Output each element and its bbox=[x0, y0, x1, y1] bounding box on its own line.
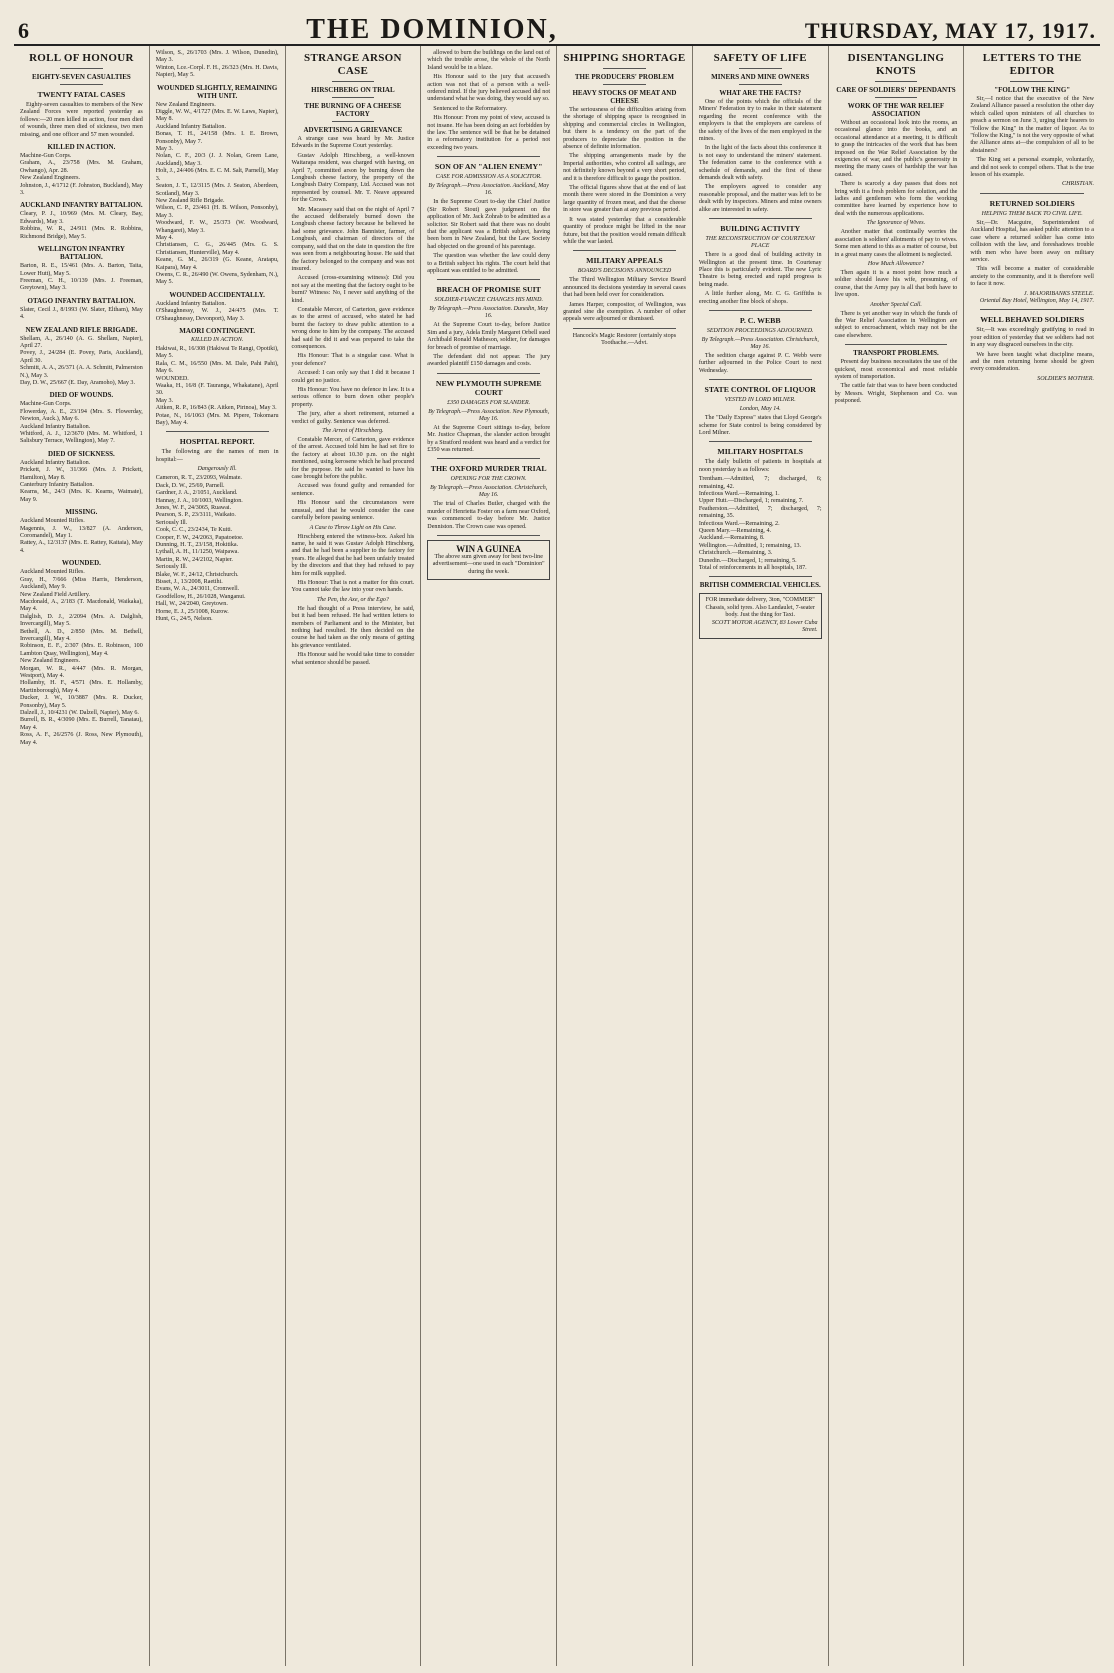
casualty-entry: Seaton, J. T., 12/3115 (Mrs. J. Seaton, Aberdeen, Scotland), May 3. bbox=[155, 183, 279, 197]
casualty-entry: Auckland Infantry Battalion. bbox=[20, 459, 91, 466]
article-paragraph: Hirschberg entered the witness-box. Asked his name, he said it was Gustav Adolph Hirschberg, and that he had been a supplier to the factory for years. He alleged that he had been unfairly treated by the directors and that they had refused to pay him for milk supplied. bbox=[291, 533, 415, 577]
section-subheading: The Arrest of Hirschberg. bbox=[322, 428, 384, 435]
hospital-entry: Bisset, J., 13/2008, Raetihi. bbox=[155, 578, 223, 585]
column-rule bbox=[60, 68, 103, 69]
casualty-entry: Auckland Infantry Battalion. bbox=[155, 123, 226, 130]
letter-paragraph: The King set a personal example, voluntarily, and did not seek to compel others. That is the true lesson of his example. bbox=[970, 157, 1094, 179]
unit-heading: OTAGO INFANTRY BATTALION. bbox=[27, 296, 136, 305]
casualty-entry: May 3. bbox=[155, 146, 174, 153]
commercial-vehicles-heading: BRITISH COMMERCIAL VEHICLES. bbox=[699, 581, 821, 590]
casualty-entry: Canterbury Infantry Battalion. bbox=[20, 482, 94, 489]
letter-title: "FOLLOW THE KING" bbox=[994, 86, 1071, 94]
hospital-entry: Hall, W., 24/2040, Greytown. bbox=[155, 601, 228, 608]
article-paragraph: It was stated yesterday that a considerable quantity of produce might be lifted in the near future, but that the position would remain difficult while the war lasted. bbox=[563, 216, 686, 245]
died-of-wounds-heading: DIED OF WOUNDS. bbox=[49, 391, 114, 400]
masthead bbox=[14, 12, 1100, 46]
building-activity-heading: BUILDING ACTIVITY bbox=[720, 224, 801, 234]
hospital-entry: Hannay, J. A., 10/1003, Wellington. bbox=[155, 497, 243, 504]
letter-signature: SOLDIER'S MOTHER. bbox=[1037, 375, 1094, 382]
column-rule bbox=[60, 84, 103, 85]
article-paragraph: His Honour: From my point of view, accused is not insane. He has been doing an act forbidden by the law. The sentence will be that he be detained in a reformatory institution for a period not exceeding two years. bbox=[427, 115, 551, 151]
article-paragraph: At the Supreme Court sittings to-day, before Mr. Justice Chapman, the slander action brought by a Stratford resident was heard and a verdict for £350 was returned. bbox=[427, 424, 551, 453]
section-subheading: A Case to Throw Light on His Case. bbox=[309, 524, 397, 531]
advert-text: FOR immediate delivery, 3ton, "COMMER" Chassis, solid tyres. Also Landaulet, 7-seater body. Just the thing for Taxi. bbox=[705, 597, 815, 619]
hospital-entry: Jones, W. F., 24/3065, Ruawai. bbox=[155, 504, 232, 511]
casualty-entry: Morgan, W. R., 4/447 (Mrs. R. Morgan, Westport), May 4. bbox=[20, 665, 143, 679]
article-paragraph: His Honour said he would take time to consider what sentence should be passed. bbox=[291, 652, 415, 666]
safety-subheading: MINERS AND MINE OWNERS bbox=[711, 73, 810, 81]
column-rule bbox=[437, 458, 540, 459]
section-subheading: The Ignorance of Wives. bbox=[866, 220, 926, 227]
article-paragraph: One of the points which the officials of the Miners' Federation try to make in their statement regarding the recent conference with the employers is that the employers are careless of the safety of the lives of the men employed in the mines. bbox=[698, 99, 822, 143]
column-roll-of-honour bbox=[14, 46, 150, 1666]
unit-heading: KILLED IN ACTION. bbox=[47, 143, 116, 152]
article-paragraph: Accused: I can only say that I did it because I could get no justice. bbox=[291, 370, 415, 384]
article-paragraph: In the Supreme Court to-day the Chief Justice (Sir Robert Stout) gave judgment on the application of Mr. Jack Zohrab to be admitted as a solicitor. Sir Robert said that there was no doubt that the applicant was a British subject, having been born in New Zealand, but the Law Society had objected on the ground of his parentage. bbox=[427, 199, 551, 250]
casualty-entry: O'Shaughnessy, W. J., 24/475 (Mrs. T. O'Shaughnessy, Devonport), May 3. bbox=[155, 308, 279, 322]
fatal-cases-heading: TWENTY FATAL CASES bbox=[37, 90, 126, 99]
casualty-entry: WOUNDED. bbox=[155, 375, 189, 382]
byline: By Telegraph.—Press Association. New Plymouth, May 16. bbox=[428, 408, 550, 422]
column-rule bbox=[709, 218, 812, 219]
page-number: 6 bbox=[18, 18, 29, 43]
article-paragraph: At the Supreme Court to-day, before Justice Sim and a jury, Adela Emily Margaret Orbell sued Archibald Ronald Matheson, soldier, for damages for breach of promise of marriage. bbox=[427, 322, 551, 351]
column-rule bbox=[980, 193, 1084, 194]
breach-subheading: SOLDIER-FIANCEE CHANGES HIS MIND. bbox=[434, 297, 543, 304]
casualty-entry: Christiansen, C. G., 26/445 (Mrs. G. S. Christiansen, Hunterville), May 4. bbox=[155, 242, 279, 256]
article-paragraph: Constable Mercer, of Carterton, gave evidence as to the arrest of accused, who stated he had burnt the factory to draw public attention to a wrong done to him by the company. The accused had said he did it and was prepared to take the consequences. bbox=[291, 306, 415, 350]
article-paragraph: His Honour said to the jury that accused's action was not that of a person with a well-ordered mind. If the jury believed accused did not understand what he was doing, they would say so. bbox=[427, 74, 551, 103]
column-rule bbox=[332, 81, 375, 82]
letter-paragraph: Sir,—It was exceedingly gratifying to read in your edition of yesterday that we soldiers had not in any way disgraced ourselves in the city. bbox=[970, 327, 1094, 349]
disentangling-knots-heading: DISENTANGLING KNOTS bbox=[847, 52, 945, 77]
hospital-report-heading: HOSPITAL REPORT. bbox=[179, 437, 255, 447]
knots-subheading: WORK OF THE WAR RELIEF ASSOCIATION bbox=[847, 102, 945, 118]
casualty-entry: May 3. bbox=[155, 397, 174, 404]
casualty-entry: New Zealand Rifle Brigade. bbox=[155, 197, 225, 204]
hospital-entry: Seriously Ill. bbox=[155, 519, 188, 526]
article-paragraph: There is yet another way in which the funds of the War Relief Association in Wellington are subject to encroachment, which may not be the case elsewhere. bbox=[834, 310, 958, 339]
byline: By Telegraph.—Press Association. Dunedin, May 16. bbox=[429, 306, 548, 320]
hospital-entry: Martin, R. W., 24/2102, Napier. bbox=[155, 556, 233, 563]
section-subheading: Another Special Call. bbox=[870, 301, 922, 308]
letter-address: Oriental Bay Hotel, Wellington, May 14, 1917. bbox=[979, 297, 1094, 304]
unit-heading: AUCKLAND INFANTRY BATTALION. bbox=[20, 201, 143, 210]
casualties-intro: Eighty-seven casualties to members of the New Zealand Forces were reported yesterday as follows:—20 men killed in action, four men died of wounds, three men died of sickness, two men missing, and one officer and 57 men wounded. bbox=[20, 102, 143, 138]
casualty-entry: Winton, Lce.-Corpl. F. H., 26/323 (Mrs. H. Davis, Napier), May 5. bbox=[155, 64, 279, 79]
casualty-entry: Machine-Gun Corps. bbox=[20, 153, 72, 160]
casualty-entry: Robbins, W. R., 24/911 (Mrs. R. Robbins, Richmond Bridge), May 5. bbox=[20, 226, 143, 240]
hospital-entry: Pearson, S. P., 23/3111, Waikato. bbox=[155, 512, 236, 519]
advert-signature: SCOTT MOTOR AGENCY, 83 Lower Cuba Street. bbox=[711, 619, 818, 634]
plymouth-subheading: £350 DAMAGES FOR SLANDER. bbox=[447, 399, 531, 406]
hospital-entry: Cooper, F. W., 24/2063, Papatoetoe. bbox=[155, 534, 244, 541]
letter-paragraph: Sir,—Dr. Macguire, Superintendent of Auckland Hospital, has asked public attention to a case where a returned soldier has come into collision with the law, and foreshadows trouble with men who have been away on military service. bbox=[970, 219, 1094, 263]
hospital-entry: Seriously Ill. bbox=[155, 564, 188, 571]
column-rule bbox=[603, 84, 646, 85]
hospital-entry: Dunedin.—Discharged, 1; remaining, 5. bbox=[698, 557, 797, 564]
unit-heading: NEW ZEALAND RIFLE BRIGADE. bbox=[25, 325, 138, 334]
article-paragraph: Mr. Macassey said that on the night of April 7 the accused deliberately burned down the Longbush cheese factory because he believed he had some grievance. John Bannister, farmer, of Longbush, and chairman of directors of the company, said that on the date in question the fire was seen from a neighbouring house. He said that the factory belonged to the company and was not insured. bbox=[291, 206, 415, 272]
casualty-entry: Ducker, J. W., 10/3887 (Mrs. R. Ducker, Ponsonby), May 5. bbox=[20, 695, 143, 709]
casualty-entry: Dalglish, D. J., 2/2094 (Mrs. A. Dalglish, Invercargill), May 5. bbox=[20, 613, 143, 628]
hospital-entry: Cook, C. C., 23/2434, Te Kuiti. bbox=[155, 527, 233, 534]
byline: By Telegraph.—Press Association. Auckland, May 16. bbox=[428, 183, 549, 197]
letter-paragraph: We have been taught what discipline means, and the men returning home should be given every consideration. bbox=[970, 351, 1094, 373]
hospital-entry: Wellington.—Admitted, 1; remaining, 13. bbox=[698, 542, 802, 549]
alien-subheading: CASE FOR ADMISSION AS A SOLICITOR. bbox=[435, 174, 542, 181]
article-paragraph: Then again it is a moot point how much a soldier should leave his wife, presuming, of course, that the Army pay is all that both have to live upon. bbox=[834, 269, 958, 299]
byline: By Telegraph.—Press Association. Christchurch, May 16. bbox=[430, 485, 548, 499]
hospital-entry: Trentham.—Admitted, 7; discharged, 6; remaining, 42. bbox=[698, 476, 822, 490]
advert-heading: WIN A GUINEA bbox=[456, 544, 522, 555]
column-rule bbox=[437, 156, 540, 157]
column-rule bbox=[709, 441, 812, 442]
safety-subheading: WHAT ARE THE FACTS? bbox=[719, 89, 802, 97]
missing-heading: MISSING. bbox=[65, 508, 98, 517]
article-paragraph: Present day business necessitates the use of the quickest, most economical and most reliable system of transportation. bbox=[834, 359, 958, 380]
hospital-report-intro: The following are the names of men in hospital:— bbox=[155, 449, 279, 463]
column-rule bbox=[573, 250, 676, 251]
column-rule bbox=[603, 68, 646, 69]
well-behaved-soldiers-heading: WELL BEHAVED SOLDIERS bbox=[980, 315, 1085, 325]
column-rule bbox=[332, 97, 375, 98]
casualty-entry: New Zealand Engineers. bbox=[20, 658, 81, 665]
byline: London, May 14. bbox=[739, 406, 781, 413]
article-paragraph: The seriousness of the difficulties arising from the shortage of shipping space is recognised in shipping and commercial circles in Wellington, but there is a tendency on the part of the producers to depreciate the position in the absence of definite information. bbox=[563, 107, 686, 151]
letter-paragraph: This will become a matter of considerable anxiety to the community, and it is therefore well to face it now. bbox=[970, 266, 1094, 288]
hospital-entry: Auckland.—Remaining, 8. bbox=[698, 535, 765, 542]
article-paragraph: There is scarcely a day passes that does not bring with it a fresh problem for solution, and the ladies and gentlemen who form the working committee have learned by experience how to deal with the numerous applications. bbox=[834, 181, 958, 217]
column-rule bbox=[166, 431, 269, 432]
transport-problems-heading: TRANSPORT PROBLEMS. bbox=[853, 349, 939, 358]
casualty-entry: Machine-Gun Corps. bbox=[20, 401, 72, 408]
column-rule bbox=[739, 68, 782, 69]
military-appeals-heading: MILITARY APPEALS bbox=[586, 256, 663, 266]
casualty-entry: Wilson, C. P., 23/461 (H. B. Wilson, Ponsonby), May 3. bbox=[155, 205, 279, 219]
killed-in-action-subheading: KILLED IN ACTION. bbox=[190, 337, 244, 343]
column-rule bbox=[709, 379, 812, 380]
casualty-entry: Flowerday, A. E., 23/194 (Mrs. S. Flowerday, Newton, Auck.), May 6. bbox=[20, 408, 143, 423]
hospital-entry: Queen Mary.—Remaining, 4. bbox=[698, 528, 772, 535]
hospital-entry: Infectious Ward.—Remaining, 1. bbox=[698, 491, 780, 497]
casualty-entry: Rala, C. M., 16/550 (Mrs. M. Dale, Pahi Pahi), May 6. bbox=[155, 360, 279, 375]
column-rule bbox=[437, 373, 540, 374]
commer-chassis-advert bbox=[699, 593, 822, 638]
article-paragraph: The cattle fair that was to have been conducted by Messrs. Wright, Stephenson and Co. was postponed. bbox=[834, 383, 958, 405]
article-paragraph: A strange case was heard by Mr. Justice Edwards in the Supreme Court yesterday. bbox=[291, 136, 415, 150]
wounded-heading: WOUNDED. bbox=[61, 559, 101, 568]
letter-signature: J. MAJORIBANKS STEELE. bbox=[1023, 290, 1094, 297]
article-paragraph: He had thought of a Press interview, he said, but it had been refused. He had written letters to members of Parliament and to the Minister, but nothing had resulted. He then decided on the course he had taken as the only means of getting his grievance ventilated. bbox=[291, 605, 415, 649]
column-rule bbox=[709, 576, 812, 577]
casualty-entry: Shellam, A., 26/140 (A. G. Shellam, Napier), April 27. bbox=[20, 335, 143, 349]
column-arson-case bbox=[286, 46, 422, 1666]
column-court-news bbox=[421, 46, 557, 1666]
column-rule bbox=[875, 81, 918, 82]
casualty-entry: Cleary, P. J., 10/969 (Mrs. M. Cleary, Bay, Edwards), May 3. bbox=[20, 211, 143, 225]
new-plymouth-court-heading: NEW PLYMOUTH SUPREME COURT bbox=[435, 378, 542, 397]
hospital-entry: Infectious Ward.—Remaining, 2. bbox=[698, 520, 780, 527]
casualty-entry: Slater, Cecil J., 8/1993 (W. Slater, Eltham), May 4. bbox=[20, 306, 143, 321]
article-paragraph: Another matter that continually worries the association is soldiers' allotments of pay to wives. Some men attend to this as a matter of course, but in a great many cases the allotment is neglected. bbox=[834, 229, 958, 258]
casualty-entry: Diggle, W. W., 4/1727 (Mrs. E. W. Laws, Napier), May 8. bbox=[155, 109, 279, 123]
article-paragraph: The daily bulletin of patients in hospitals at noon yesterday is as follows: bbox=[698, 459, 822, 473]
column-rule bbox=[980, 309, 1084, 310]
hospital-entry: Total of reinforcements in all hospitals, 187. bbox=[698, 565, 807, 572]
casualty-entry: Owens, C. R., 26/490 (W. Owens, Sydenham, N.), May 5. bbox=[155, 271, 279, 286]
alien-enemy-heading: SON OF AN "ALIEN ENEMY" bbox=[434, 162, 543, 172]
article-paragraph: Constable Mercer, of Carterton, gave evidence of the arrest. Accused told him he had set fire to the factory at about 10.30 p.m. on the night mentioned, using kerosene which he had procured for the purpose. He said he wanted to have his case brought before the public. bbox=[291, 437, 415, 481]
casualty-entry: Johnston, J., 4/1712 (F. Johnston, Buckland), May 3. bbox=[20, 182, 143, 197]
casualty-entry: Aitken, R. P., 16/843 (R. Aitken, Pirinoa), May 3. bbox=[155, 405, 277, 412]
column-rule bbox=[875, 97, 918, 98]
casualty-entry: New Zealand Field Artillery. bbox=[20, 591, 90, 598]
shipping-shortage-heading: SHIPPING SHORTAGE bbox=[563, 52, 686, 64]
win-a-guinea-advert bbox=[427, 540, 550, 580]
casualty-entry: May 4. bbox=[155, 234, 174, 241]
returned-soldiers-subheading: HELPING THEM BACK TO CIVIL LIFE. bbox=[981, 210, 1083, 217]
byline: By Telegraph.—Press Association. Christchurch, May 16. bbox=[701, 336, 819, 350]
safety-of-life-heading: SAFETY OF LIFE bbox=[713, 52, 807, 64]
article-paragraph: The "Daily Express" states that Lloyd George's scheme for State control is being considered by Lord Milner. bbox=[698, 415, 822, 436]
casualty-entry: Barton, R. E., 15/461 (Mrs. A. Barton, Taita, Lower Hutt), May 5. bbox=[20, 263, 143, 277]
arson-subheading: HIRSCHBERG ON TRIAL bbox=[311, 86, 395, 94]
casualty-entry: Keane, G. M., 26/319 (G. Keane, Aratapu, Kaipara), May 4. bbox=[155, 257, 279, 271]
article-paragraph: His Honour: That is a singular case. What is your defence? bbox=[291, 353, 415, 367]
article-paragraph: His Honour: That is not a matter for this court. You cannot take the law into your own hands. bbox=[291, 579, 415, 594]
article-paragraph: The sedition charge against P. C. Webb were further adjourned in the Police Court to next Wednesday. bbox=[698, 352, 822, 374]
letters-heading: LETTERS TO THE EDITOR bbox=[982, 52, 1082, 77]
issue-date: THURSDAY, MAY 17, 1917. bbox=[804, 18, 1096, 43]
hospital-entry: Dack, D. W., 25/69, Parnell. bbox=[155, 482, 225, 489]
webb-heading: P. C. WEBB bbox=[739, 315, 781, 325]
advert-text: The above sum given away for best two-line advertisement—one used in each "Dominion" during the week. bbox=[432, 554, 545, 575]
column-safety-of-life bbox=[693, 46, 829, 1666]
article-paragraph: allowed to burn the buildings on the land out of which the trouble arose, the whole of the North Island would be in a blaze. bbox=[427, 50, 551, 71]
casualty-entry: Freeman, C. H., 10/139 (Mrs. J. Freeman, Greytown), May 3. bbox=[20, 277, 143, 292]
unit-heading: WELLINGTON INFANTRY BATTALION. bbox=[37, 245, 125, 262]
column-rule bbox=[437, 535, 540, 536]
hospital-entry: Hunt, G., 24/5, Nelson. bbox=[155, 616, 213, 622]
casualty-entry: Gray, H., 7/666 (Miss Harris, Henderson, Auckland), May 9. bbox=[20, 576, 143, 591]
article-paragraph: In the light of the facts about this conference it is not easy to understand the miners' statement. The federation came to the conference with a schedule of demands, and the first of these demands dealt with safety. bbox=[698, 145, 822, 182]
column-shipping-shortage bbox=[557, 46, 693, 1666]
liquor-control-heading: STATE CONTROL OF LIQUOR bbox=[704, 385, 816, 395]
military-subheading: BOARD'S DECISIONS ANNOUNCED bbox=[577, 268, 672, 275]
liquor-subheading: VESTED IN LORD MILNER. bbox=[724, 397, 796, 404]
casualty-entry: Auckland Infantry Battalion. bbox=[155, 300, 226, 307]
casualty-entry: Waaka, H., 16/8 (F. Tauranga, Whakatane), April 30. bbox=[155, 383, 279, 397]
casualty-entry: New Zealand Engineers. bbox=[20, 175, 81, 182]
column-rule bbox=[845, 344, 948, 345]
webb-subheading: SEDITION PROCEEDINGS ADJOURNED. bbox=[706, 327, 814, 334]
hospital-entry: Goodfellow, H., 26/1028, Wanganui. bbox=[155, 593, 246, 600]
breach-of-promise-heading: BREACH OF PROMISE SUIT bbox=[436, 285, 541, 295]
arson-subheading: THE BURNING OF A CHEESE FACTORY bbox=[304, 102, 402, 118]
casualty-entry: Schmitt, A. A., 26/371 (A. A. Schmitt, Palmerston N.), May 3. bbox=[20, 365, 143, 379]
casualty-entry: Robinson, E. F., 2/307 (Mrs. E. Robinson, 100 Lambton Quay, Wellington), May 4. bbox=[20, 643, 143, 657]
casualty-entry: Dalzell, J., 10/4231 (W. Dalzell, Napier), May 6. bbox=[20, 710, 139, 716]
shipping-subheading: THE PRODUCERS' PROBLEM bbox=[574, 73, 675, 81]
column-rule bbox=[573, 328, 676, 329]
dangerously-ill-subheading: Dangerously Ill. bbox=[197, 466, 237, 473]
hospital-entry: Cameron, R. T., 23/2093, Walmate. bbox=[155, 475, 242, 482]
section-subheading: How Much Allowance? bbox=[867, 260, 925, 267]
military-hospitals-heading: MILITARY HOSPITALS bbox=[717, 447, 803, 457]
article-paragraph: The trial of Charles Butler, charged with the murder of Henrietta Foster on a farm near Oxford, was commenced to-day before Mr. Justice Denniston. The Crown case was opened. bbox=[427, 501, 551, 530]
hospital-entry: Upper Hutt.—Discharged, 1; remaining, 7. bbox=[698, 498, 804, 505]
article-paragraph: The Third Wellington Military Service Board announced its decisions yesterday in several cases that had been held over for consideration. bbox=[563, 277, 686, 299]
casualty-entry: Prickett, J. W., 31/366 (Mrs. J. Prickett, Hamilton), May 8. bbox=[20, 467, 143, 481]
casualty-entry: Kearns, M., 24/3 (Mrs. K. Kearns, Waimate), May 9. bbox=[20, 489, 143, 503]
roll-of-honour-heading: ROLL OF HONOUR bbox=[29, 52, 134, 64]
casualty-entry: Auckland Mounted Rifles. bbox=[20, 569, 85, 576]
casualty-entry: Day, D. W., 25/667 (E. Day, Aramoho), May 3. bbox=[20, 379, 135, 386]
hospital-entry: Christchurch.—Remaining, 3. bbox=[698, 550, 773, 557]
casualty-entry: Povey, J., 24/284 (E. Povey, Paris, Auckland), April 30. bbox=[20, 350, 143, 364]
casualty-entry: Magennis, J. W., 13/827 (A. Anderson, Coromandel), May 1. bbox=[20, 525, 143, 540]
article-paragraph: Without an occasional look into the rooms, an occasional glance into the books, and an occasional attendance at a meeting, it is difficult to grasp the intricacies of the work that has been imposed on the War Relief Association by the exigencies of war, and the public's generosity in meeting the many cases of hardship the war has caused. bbox=[834, 120, 958, 178]
hospital-entry: Gardner, J. A., 2/1051, Auckland. bbox=[155, 490, 238, 497]
casualty-entry: Potae, N., 16/1063 (Mrs. M. Pipere, Tokomaru Bay), May 4. bbox=[155, 412, 279, 427]
casualty-entry: Hakiwai, R., 16/308 (Hakiwai Te Rangi, Opotiki), May 5. bbox=[155, 346, 279, 360]
wounded-accidentally-heading: WOUNDED ACCIDENTALLY. bbox=[169, 290, 265, 299]
arson-case-heading: STRANGE ARSON CASE bbox=[304, 52, 402, 77]
shipping-subheading: HEAVY STOCKS OF MEAT AND CHEESE bbox=[572, 89, 677, 105]
casualty-entry: Macdonald, A., 2/183 (T. Macdonald, Waikaka), May 4. bbox=[20, 598, 143, 613]
casualty-entry: Holt, J., 24/406 (Mrs. E. C. M. Salt, Parnell), May 3. bbox=[155, 168, 279, 182]
section-subheading: The Pen, the Axe, or the Ego? bbox=[316, 596, 389, 603]
casualty-entry: Graham, A., 23/758 (Mrs. M. Graham, Owhango), Apr. 28. bbox=[20, 160, 143, 174]
article-paragraph: The defendant did not appear. The jury awarded plaintiff £150 damages and costs. bbox=[427, 353, 551, 368]
article-paragraph: Sentenced to the Reformatory. bbox=[433, 105, 508, 112]
casualties-subheading: EIGHTY-SEVEN CASUALTIES bbox=[31, 73, 131, 81]
hospital-entry: Horne, E. J., 25/1008, Kurow. bbox=[155, 608, 229, 615]
casualty-entry: Wilson, S., 26/1703 (Mrs. J. Wilson, Dunedin), May 3. bbox=[155, 50, 279, 64]
column-rule bbox=[1010, 81, 1054, 82]
article-paragraph: A little further along, Mr. C. G. Griffiths is erecting another fine block of shops. bbox=[698, 291, 822, 305]
casualty-entry: Auckland Infantry Battalion. bbox=[20, 423, 91, 430]
building-subheading: THE RECONSTRUCTION OF COURTENAY PLACE bbox=[705, 236, 815, 250]
column-rule bbox=[332, 121, 375, 122]
hospital-entry: Lythall, A. H., 11/1250, Waipawa. bbox=[155, 549, 239, 556]
died-of-sickness-heading: DIED OF SICKNESS. bbox=[47, 449, 115, 458]
casualty-entry: Bethell, A. D., 2/850 (Mrs. M. Bethell, Invercargill), May 4. bbox=[20, 628, 143, 642]
article-paragraph: There is a good deal of building activity in Wellington at the present time. In Courtenay Place this is particularly evident. The new Lyric Theatre is being erected and rapid progress is being made. bbox=[698, 252, 822, 288]
column-disentangling-knots bbox=[829, 46, 965, 1666]
casualty-entry: Woodward, F. W., 25/373 (W. Woodward, Whangarei), May 3. bbox=[155, 220, 279, 234]
knots-subheading: CARE OF SOLDIERS' DEPENDANTS bbox=[836, 86, 956, 94]
oxford-murder-heading: THE OXFORD MURDER TRIAL bbox=[430, 464, 547, 474]
article-paragraph: The jury, after a short retirement, returned a verdict of guilty. Sentence was deferred. bbox=[291, 411, 415, 425]
hospital-entry: Evans, W. A., 24/3011, Cromwell. bbox=[155, 586, 240, 593]
casualty-entry: Bonas, T. H., 24/158 (Mrs. I. E. Brown, Ponsonby), May 7. bbox=[155, 131, 279, 145]
article-paragraph: The shipping arrangements made by the Imperial authorities, who control all sailings, are not definitely known beyond a very short period, and it is therefore difficult to gauge the position. bbox=[563, 153, 686, 182]
casualty-entry: Auckland Mounted Rifles. bbox=[20, 518, 85, 525]
article-paragraph: His Honour: You have no defence in law. It is a serious offence to burn down other people's property. bbox=[291, 387, 415, 408]
toothache-advert: Hancock's Magic Restorer (certainly stops Toothache.—Advt. bbox=[572, 332, 677, 347]
wounded-slightly-heading: WOUNDED SLIGHTLY, REMAINING WITH UNIT. bbox=[157, 83, 278, 100]
casualty-entry: Ross, A. F., 26/2576 (J. Ross, New Plymouth), May 4. bbox=[20, 732, 143, 746]
casualty-entry: Hollamby, H. F., 4/571 (Mrs. E. Hollamby, Martinborough), May 4. bbox=[20, 680, 143, 694]
hospital-entry: Featherston.—Admitted, 7; discharged, 7; remaining, 35. bbox=[698, 505, 822, 520]
casualty-entry: Burrell, B. R., 4/3090 (Mrs. E. Burrell, Tanatau), May 4. bbox=[20, 717, 143, 731]
column-rule bbox=[709, 310, 812, 311]
hospital-entry: Dunning, H. T., 23/158, Hokitika. bbox=[155, 541, 239, 548]
article-paragraph: His Honour said the circumstances were unusual, and that he would consider the case carefully before passing sentence. bbox=[291, 500, 415, 522]
article-paragraph: Accused was found guilty and remanded for sentence. bbox=[291, 483, 415, 497]
oxford-subheading: OPENING FOR THE CROWN. bbox=[450, 476, 527, 483]
column-rule bbox=[739, 84, 782, 85]
casualty-entry: Rattey, A., 12/3137 (Mrs. E. Rattey, Kaitaia), May 4. bbox=[20, 540, 143, 554]
column-rule bbox=[437, 279, 540, 280]
article-paragraph: Gustav Adolph Hirschberg, a well-known Waitarapa resident, was charged with having, on April 7, committed arson by burning down the Longbush cheese factory, the property of the Longbush Dairy Company, Ltd. Accused was not represented by counsel. Mr. T. Neave appeared for the Crown. bbox=[291, 152, 415, 204]
column-casualties-continued bbox=[150, 46, 286, 1666]
returned-soldiers-heading: RETURNED SOLDIERS bbox=[989, 198, 1075, 208]
article-paragraph: The official figures show that at the end of last month there were stored in the Dominion a very large quantity of frozen meat, and that the cheese in store was greater than at any previous period. bbox=[563, 185, 686, 214]
column-letters-to-editor bbox=[964, 46, 1100, 1666]
letter-paragraph: Sir,—I notice that the executive of the New Zealand Alliance passed a resolution the other day which called upon ministers of all churches to preach a sermon on June 3, urging their hearers to "follow the King" in the matter of liquor. As to "follow the King," is not the very opposite of what the Alliance aims at—the compulsion of all to be abstainers? bbox=[970, 96, 1094, 154]
maori-contingent-heading: MAORI CONTINGENT. bbox=[179, 327, 255, 335]
columns bbox=[14, 46, 1100, 1666]
letter-signature: CHRISTIAN. bbox=[1062, 181, 1094, 188]
casualty-entry: Nolan, C. F., 20/3 (J. J. Nolan, Green Lane, Auckland), May 3. bbox=[155, 153, 279, 167]
article-paragraph: James Harper, compositor, of Wellington, was granted sine die exemption. A number of other appeals were adjourned or dismissed. bbox=[563, 301, 686, 323]
casualty-entry: New Zealand Engineers. bbox=[155, 101, 216, 108]
arson-subheading: ADVERTISING A GRIEVANCE bbox=[303, 126, 403, 134]
article-paragraph: Accused (cross-examining witness): Did you not say at the meeting that the factory ought to be burnt? Witness: No, I never said anything of the kind. bbox=[291, 275, 415, 304]
article-paragraph: The question was whether the law could deny to a British subject his rights. The court held that applicant was entitled to be admitted. bbox=[427, 253, 551, 274]
article-paragraph: The employers agreed to consider any reasonable proposal, and the matter was left to be dealt with by inspectors. Miners and mine owners alike are interested in safety. bbox=[698, 184, 822, 213]
casualty-entry: Whitford, A. J., 12/3670 (Mrs. M. Whitford, 1 Salisbury Terrace, Wellington), May 7. bbox=[20, 431, 143, 445]
paper-title: THE DOMINION, bbox=[306, 14, 558, 45]
hospital-entry: Blake, W. F., 24/12, Christchurch. bbox=[155, 571, 239, 578]
